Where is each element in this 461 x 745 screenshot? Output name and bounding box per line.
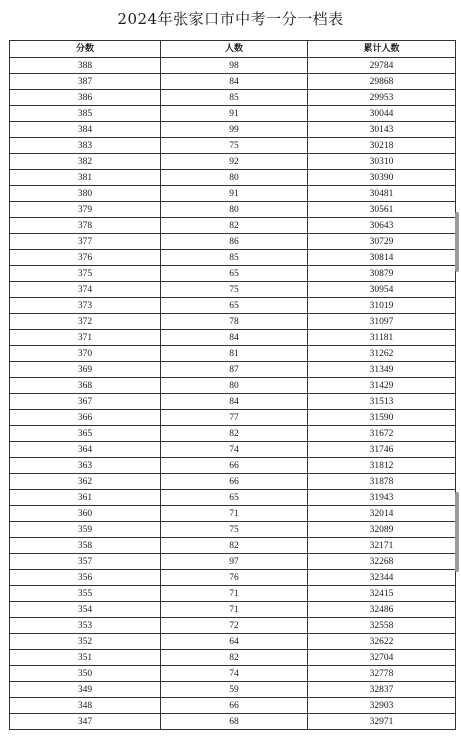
cell-score: 367 (10, 394, 161, 410)
cell-score: 383 (10, 138, 161, 154)
cell-count: 99 (161, 122, 308, 138)
table-row (10, 138, 456, 154)
table-row (10, 170, 456, 186)
cell-cumulative: 31429 (308, 378, 456, 394)
cell-count: 78 (161, 314, 308, 330)
table-row (10, 378, 456, 394)
cell-cumulative: 32415 (308, 586, 456, 602)
header-count: 人数 (161, 41, 308, 58)
table-row (10, 314, 456, 330)
table-row (10, 650, 456, 666)
cell-score: 372 (10, 314, 161, 330)
table-row (10, 394, 456, 410)
score-distribution-table (9, 40, 456, 730)
table-row (10, 266, 456, 282)
page-title: 2024年张家口市中考一分一档表 (117, 10, 344, 28)
cell-score: 386 (10, 90, 161, 106)
cell-cumulative: 31097 (308, 314, 456, 330)
cell-score: 370 (10, 346, 161, 362)
cell-cumulative: 30879 (308, 266, 456, 282)
table-row (10, 410, 456, 426)
cell-count: 82 (161, 426, 308, 442)
table-row (10, 714, 456, 730)
cell-cumulative: 30390 (308, 170, 456, 186)
table-row (10, 506, 456, 522)
table-row (10, 698, 456, 714)
cell-cumulative: 30044 (308, 106, 456, 122)
cell-count: 77 (161, 410, 308, 426)
cell-score: 365 (10, 426, 161, 442)
cell-count: 59 (161, 682, 308, 698)
cell-cumulative: 32089 (308, 522, 456, 538)
table-row (10, 250, 456, 266)
cell-count: 72 (161, 618, 308, 634)
table-row (10, 186, 456, 202)
scrollbar-thumb[interactable] (455, 492, 459, 572)
table-row (10, 538, 456, 554)
cell-count: 82 (161, 650, 308, 666)
table-row (10, 634, 456, 650)
table-row (10, 154, 456, 170)
cell-count: 66 (161, 474, 308, 490)
cell-count: 74 (161, 666, 308, 682)
cell-cumulative: 29953 (308, 90, 456, 106)
header-cumulative: 累计人数 (308, 41, 456, 58)
cell-count: 91 (161, 106, 308, 122)
cell-count: 65 (161, 490, 308, 506)
cell-count: 65 (161, 298, 308, 314)
cell-cumulative: 30143 (308, 122, 456, 138)
table-header-row (10, 41, 456, 58)
table-row (10, 490, 456, 506)
table-row (10, 202, 456, 218)
cell-score: 363 (10, 458, 161, 474)
cell-cumulative: 32778 (308, 666, 456, 682)
cell-count: 81 (161, 346, 308, 362)
cell-cumulative: 31513 (308, 394, 456, 410)
cell-count: 80 (161, 202, 308, 218)
cell-score: 355 (10, 586, 161, 602)
cell-score: 369 (10, 362, 161, 378)
cell-count: 74 (161, 442, 308, 458)
table-row (10, 522, 456, 538)
cell-score: 377 (10, 234, 161, 250)
table-row (10, 330, 456, 346)
cell-score: 362 (10, 474, 161, 490)
cell-cumulative: 31878 (308, 474, 456, 490)
cell-cumulative: 31812 (308, 458, 456, 474)
cell-score: 378 (10, 218, 161, 234)
cell-score: 349 (10, 682, 161, 698)
table-body (10, 58, 456, 730)
table-row (10, 426, 456, 442)
cell-cumulative: 32171 (308, 538, 456, 554)
cell-score: 384 (10, 122, 161, 138)
cell-cumulative: 30729 (308, 234, 456, 250)
table-row (10, 346, 456, 362)
table-row (10, 618, 456, 634)
cell-count: 97 (161, 554, 308, 570)
cell-cumulative: 31943 (308, 490, 456, 506)
cell-count: 65 (161, 266, 308, 282)
cell-score: 351 (10, 650, 161, 666)
cell-count: 86 (161, 234, 308, 250)
cell-cumulative: 31019 (308, 298, 456, 314)
table-row (10, 282, 456, 298)
table-row (10, 570, 456, 586)
cell-count: 85 (161, 90, 308, 106)
cell-cumulative: 32486 (308, 602, 456, 618)
table-row (10, 122, 456, 138)
table-row (10, 474, 456, 490)
table-row (10, 90, 456, 106)
cell-count: 75 (161, 138, 308, 154)
cell-cumulative: 32558 (308, 618, 456, 634)
cell-cumulative: 32344 (308, 570, 456, 586)
cell-count: 92 (161, 154, 308, 170)
cell-cumulative: 30310 (308, 154, 456, 170)
cell-count: 71 (161, 506, 308, 522)
cell-count: 80 (161, 170, 308, 186)
cell-score: 380 (10, 186, 161, 202)
cell-score: 352 (10, 634, 161, 650)
cell-count: 91 (161, 186, 308, 202)
cell-score: 356 (10, 570, 161, 586)
cell-cumulative: 32903 (308, 698, 456, 714)
cell-count: 75 (161, 282, 308, 298)
table-row (10, 234, 456, 250)
table-row (10, 666, 456, 682)
cell-score: 382 (10, 154, 161, 170)
table-row (10, 458, 456, 474)
cell-cumulative: 30643 (308, 218, 456, 234)
cell-cumulative: 30481 (308, 186, 456, 202)
table-row (10, 554, 456, 570)
cell-cumulative: 31262 (308, 346, 456, 362)
table-row (10, 74, 456, 90)
cell-score: 347 (10, 714, 161, 730)
cell-cumulative: 32268 (308, 554, 456, 570)
cell-count: 84 (161, 330, 308, 346)
cell-cumulative: 32014 (308, 506, 456, 522)
cell-score: 387 (10, 74, 161, 90)
cell-cumulative: 31746 (308, 442, 456, 458)
cell-score: 358 (10, 538, 161, 554)
cell-score: 376 (10, 250, 161, 266)
cell-score: 350 (10, 666, 161, 682)
cell-score: 366 (10, 410, 161, 426)
table-row (10, 586, 456, 602)
cell-cumulative: 31349 (308, 362, 456, 378)
table-row (10, 362, 456, 378)
cell-count: 68 (161, 714, 308, 730)
cell-score: 381 (10, 170, 161, 186)
cell-score: 371 (10, 330, 161, 346)
cell-count: 82 (161, 538, 308, 554)
table-row (10, 106, 456, 122)
cell-count: 71 (161, 586, 308, 602)
cell-cumulative: 31672 (308, 426, 456, 442)
cell-cumulative: 29868 (308, 74, 456, 90)
cell-cumulative: 30954 (308, 282, 456, 298)
cell-count: 82 (161, 218, 308, 234)
cell-count: 64 (161, 634, 308, 650)
cell-cumulative: 30218 (308, 138, 456, 154)
cell-score: 360 (10, 506, 161, 522)
cell-score: 361 (10, 490, 161, 506)
cell-score: 353 (10, 618, 161, 634)
cell-score: 348 (10, 698, 161, 714)
cell-cumulative: 32837 (308, 682, 456, 698)
cell-cumulative: 29784 (308, 58, 456, 74)
table-row (10, 298, 456, 314)
cell-score: 354 (10, 602, 161, 618)
cell-score: 359 (10, 522, 161, 538)
table-row (10, 602, 456, 618)
cell-cumulative: 31590 (308, 410, 456, 426)
cell-score: 385 (10, 106, 161, 122)
cell-count: 84 (161, 394, 308, 410)
cell-count: 85 (161, 250, 308, 266)
cell-cumulative: 32704 (308, 650, 456, 666)
cell-count: 80 (161, 378, 308, 394)
cell-score: 388 (10, 58, 161, 74)
cell-count: 66 (161, 458, 308, 474)
cell-count: 76 (161, 570, 308, 586)
cell-score: 368 (10, 378, 161, 394)
cell-count: 84 (161, 74, 308, 90)
cell-count: 66 (161, 698, 308, 714)
cell-count: 98 (161, 58, 308, 74)
cell-count: 75 (161, 522, 308, 538)
cell-score: 379 (10, 202, 161, 218)
cell-cumulative: 32622 (308, 634, 456, 650)
cell-cumulative: 32971 (308, 714, 456, 730)
table-row (10, 442, 456, 458)
table-row (10, 58, 456, 74)
cell-cumulative: 30814 (308, 250, 456, 266)
cell-score: 374 (10, 282, 161, 298)
cell-cumulative: 31181 (308, 330, 456, 346)
cell-score: 364 (10, 442, 161, 458)
scrollbar-thumb[interactable] (455, 212, 459, 272)
cell-score: 357 (10, 554, 161, 570)
cell-score: 375 (10, 266, 161, 282)
table-row (10, 682, 456, 698)
cell-count: 71 (161, 602, 308, 618)
cell-count: 87 (161, 362, 308, 378)
header-score: 分数 (10, 41, 161, 58)
table-row (10, 218, 456, 234)
cell-cumulative: 30561 (308, 202, 456, 218)
cell-score: 373 (10, 298, 161, 314)
